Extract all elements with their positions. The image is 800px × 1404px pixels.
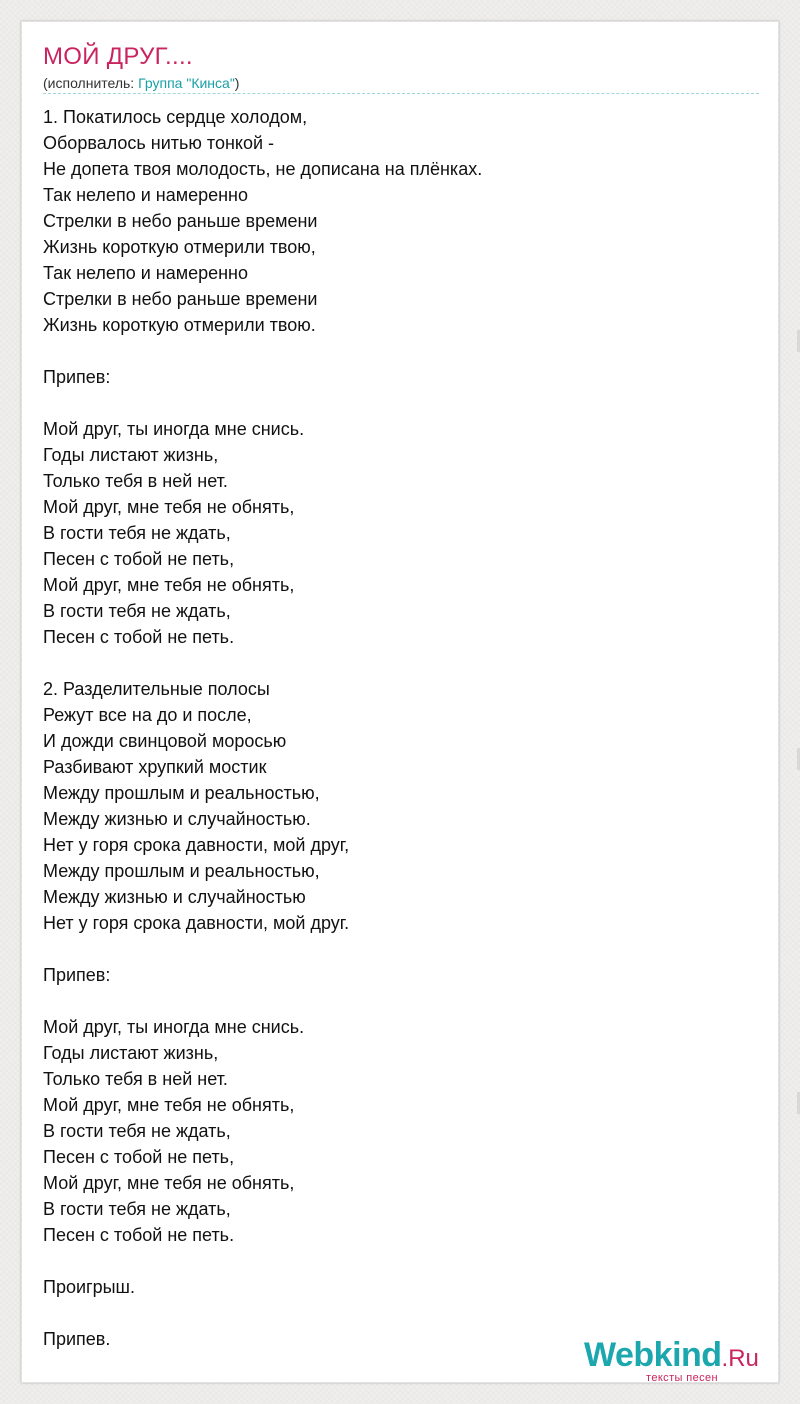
- lyric-line: Не допета твоя молодость, не дописана на плёнках.: [43, 159, 483, 179]
- lyric-line: Жизнь короткую отмерили твою,: [43, 237, 316, 257]
- song-title: МОЙ ДРУГ....: [43, 43, 193, 70]
- lyric-line: И дожди свинцовой моросью: [43, 731, 287, 751]
- lyric-line: Стрелки в небо раньше времени: [43, 211, 318, 231]
- title-divider: [43, 93, 759, 94]
- lyric-line: Между прошлым и реальностью,: [43, 861, 320, 881]
- lyric-blank-line: [43, 1300, 759, 1326]
- artist-prefix: (исполнитель:: [43, 75, 139, 91]
- webkind-watermark: [584, 1335, 784, 1385]
- lyrics-body: [43, 104, 759, 1352]
- lyric-line: Припев.: [43, 1329, 111, 1349]
- artist-suffix: ): [234, 75, 240, 91]
- lyric-line: В гости тебя не ждать,: [43, 601, 231, 621]
- lyric-line: В гости тебя не ждать,: [43, 1121, 231, 1141]
- artist-line: [43, 74, 239, 92]
- lyric-line: Мой друг, мне тебя не обнять,: [43, 497, 295, 517]
- lyric-blank-line: [43, 650, 759, 676]
- lyrics-card: [21, 21, 779, 1383]
- lyric-line: Песен с тобой не петь.: [43, 627, 235, 647]
- lyric-blank-line: [43, 988, 759, 1014]
- lyric-line: Так нелепо и намеренно: [43, 263, 249, 283]
- artist-link[interactable]: Группа "Кинса": [138, 75, 235, 91]
- lyric-line: Между жизнью и случайностью: [43, 887, 306, 907]
- lyric-line: Припев:: [43, 367, 111, 387]
- lyric-line: Проигрыш.: [43, 1277, 135, 1297]
- lyric-line: Так нелепо и намеренно: [43, 185, 249, 205]
- lyric-line: Жизнь короткую отмерили твою.: [43, 315, 316, 335]
- lyric-blank-line: [43, 390, 759, 416]
- lyric-blank-line: [43, 1248, 759, 1274]
- lyric-line: Годы листают жизнь,: [43, 445, 219, 465]
- lyric-line: Мой друг, мне тебя не обнять,: [43, 1173, 295, 1193]
- lyric-line: Между жизнью и случайностью.: [43, 809, 311, 829]
- lyric-line: Только тебя в ней нет.: [43, 1069, 228, 1089]
- lyric-line: Только тебя в ней нет.: [43, 471, 228, 491]
- lyric-line: Мой друг, ты иногда мне снись.: [43, 419, 305, 439]
- watermark-brand: Webkind: [584, 1336, 722, 1374]
- lyric-line: Оборвалось нитью тонкой -: [43, 133, 275, 153]
- watermark-tagline: тексты песен: [646, 1372, 719, 1384]
- lyric-line: Мой друг, ты иногда мне снись.: [43, 1017, 305, 1037]
- lyric-line: Мой друг, мне тебя не обнять,: [43, 1095, 295, 1115]
- watermark-tld: .Ru: [721, 1345, 759, 1372]
- lyric-line: Мой друг, мне тебя не обнять,: [43, 575, 295, 595]
- lyric-line: Песен с тобой не петь,: [43, 1147, 235, 1167]
- lyric-line: 2. Разделительные полосы: [43, 679, 270, 699]
- lyric-line: Нет у горя срока давности, мой друг,: [43, 835, 350, 855]
- lyric-line: Песен с тобой не петь,: [43, 549, 235, 569]
- lyric-line: Разбивают хрупкий мостик: [43, 757, 267, 777]
- lyric-line: 1. Покатилось сердце холодом,: [43, 107, 308, 127]
- lyric-line: Нет у горя срока давности, мой друг.: [43, 913, 350, 933]
- lyric-line: Припев:: [43, 965, 111, 985]
- lyric-line: Песен с тобой не петь.: [43, 1225, 235, 1245]
- lyric-line: Стрелки в небо раньше времени: [43, 289, 318, 309]
- lyric-line: Между прошлым и реальностью,: [43, 783, 320, 803]
- lyric-blank-line: [43, 936, 759, 962]
- lyric-line: В гости тебя не ждать,: [43, 523, 231, 543]
- lyric-line: Режут все на до и после,: [43, 705, 252, 725]
- lyric-line: Годы листают жизнь,: [43, 1043, 219, 1063]
- lyric-line: В гости тебя не ждать,: [43, 1199, 231, 1219]
- lyric-blank-line: [43, 338, 759, 364]
